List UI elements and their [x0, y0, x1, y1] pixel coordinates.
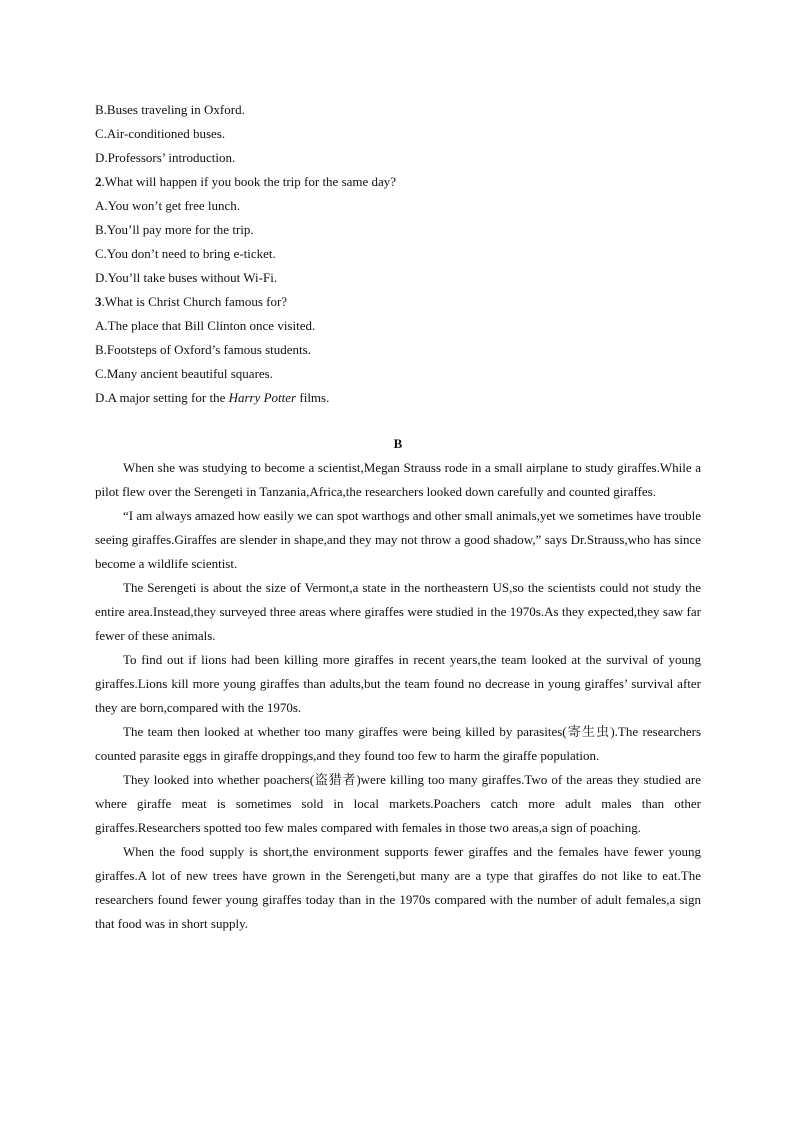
section-b-title: B — [393, 436, 403, 451]
q3-option-d-suffix: films. — [296, 390, 330, 405]
section-b-paragraph-3: The Serengeti is about the size of Vermont,a state in the northeastern US,so the scientists could not study the entire area.Instead,they surveyed three areas where giraffes were studied in the 1970s.As they expected,they saw far fewer of these animals. — [95, 580, 701, 643]
q2-question: .What will happen if you book the trip for the same day? — [101, 174, 397, 189]
section-b-paragraph-7: When the food supply is short,the environment supports fewer giraffes and the females have fewer young giraffes.A lot of new trees have grown in the Serengeti,but many are a type that giraffes do not like to eat.The researchers found fewer young giraffes today than in the 1970s compared with the number of adult females,a sign that food was in short supply. — [95, 844, 701, 931]
section-b-paragraph-4: To find out if lions had been killing more giraffes in recent years,the team looked at the survival of young giraffes.Lions kill more young giraffes than adults,but the team found no decrease in young giraffes’ survival after they are born,compared with the 1970s. — [95, 652, 701, 715]
q3-option-a: A.The place that Bill Clinton once visited. — [95, 318, 316, 333]
q1-option-d: D.Professors’ introduction. — [95, 150, 236, 165]
q2-option-b: B.You’ll pay more for the trip. — [95, 222, 254, 237]
q3-option-d-prefix: D.A major setting for the — [95, 390, 229, 405]
q1-option-c: C.Air-conditioned buses. — [95, 126, 226, 141]
q3-option-b: B.Footsteps of Oxford’s famous students. — [95, 342, 311, 357]
document-page — [95, 98, 701, 936]
q1-option-b: B.Buses traveling in Oxford. — [95, 102, 245, 117]
q3-option-d-title: Harry Potter — [228, 390, 297, 405]
section-b-paragraph-1: When she was studying to become a scientist,Megan Strauss rode in a small airplane to study giraffes.While a pilot flew over the Serengeti in Tanzania,Africa,the researchers looked down carefully and counted giraffes. — [95, 460, 701, 499]
section-b-paragraph-6: They looked into whether poachers(盗猎者)were killing too many giraffes.Two of the areas they studied are where giraffe meat is sometimes sold in local markets.Poachers catch more adult males than other giraffes.Researchers spotted too few males compared with females in those two areas,a sign of poaching. — [95, 772, 701, 835]
q3-option-c: C.Many ancient beautiful squares. — [95, 366, 273, 381]
q2-option-c: C.You don’t need to bring e-ticket. — [95, 246, 276, 261]
q2-option-d: D.You’ll take buses without Wi-Fi. — [95, 270, 278, 285]
q3-question: .What is Christ Church famous for? — [101, 294, 288, 309]
q2-stem — [95, 170, 701, 194]
section-b-paragraph-2: “I am always amazed how easily we can spot warthogs and other small animals,yet we sometimes have trouble seeing giraffes.Giraffes are slender in shape,and they may not throw a good shadow,” says Dr.Strauss,who has since become a wildlife scientist. — [95, 508, 701, 571]
q3-number: 3 — [95, 294, 102, 309]
q2-number: 2 — [95, 174, 102, 189]
section-b-paragraph-5: The team then looked at whether too many giraffes were being killed by parasites(寄生虫).The researchers counted parasite eggs in giraffe droppings,and they found too few to harm the giraffe population. — [95, 724, 701, 763]
q3-option-d — [95, 386, 701, 410]
q3-stem — [95, 290, 701, 314]
q2-option-a: A.You won’t get free lunch. — [95, 198, 241, 213]
